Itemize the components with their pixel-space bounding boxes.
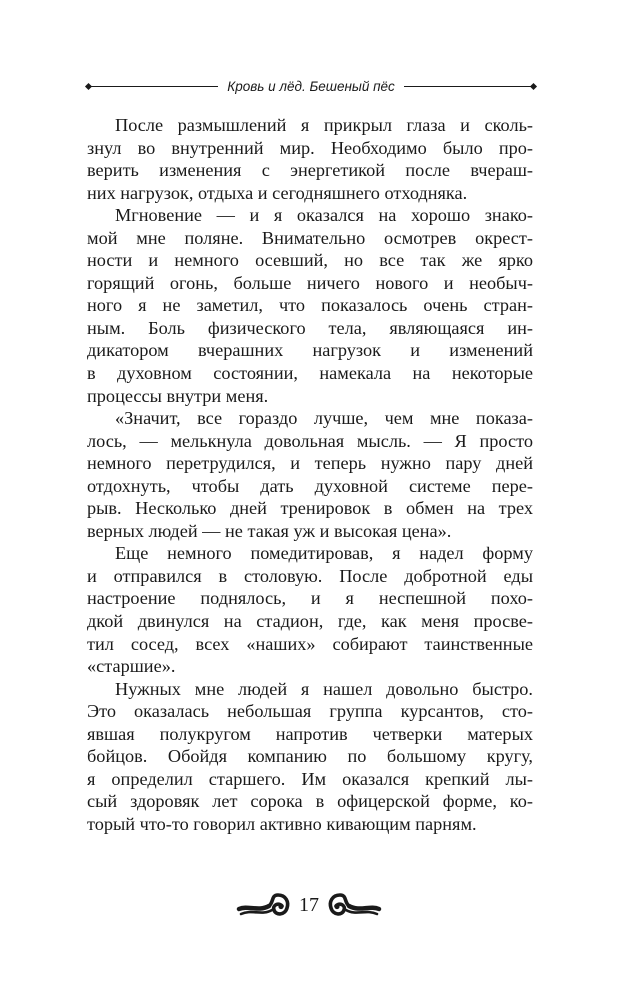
text-line: них нагрузок, отдыха и сегодняшнего отходняка. (87, 182, 468, 203)
text-line: ного я не заметил, что показалось очень стран- (87, 295, 533, 316)
page-number: 17 (299, 893, 319, 916)
text-line: процессы внутри меня. (87, 385, 269, 406)
page-footer (0, 888, 618, 922)
text-line: торый что-то говорил активно кивающим парням. (87, 813, 477, 834)
text-line: отдохнуть, чтобы дать духовной системе пере- (87, 475, 533, 496)
text-line: мой мне поляне. Внимательно осмотрев окрест- (87, 227, 533, 248)
text-line: «старшие». (87, 656, 176, 677)
paragraph-first-line: После размышлений я прикрыл глаза и сколь- (115, 115, 533, 135)
text-line: ным. Боль физического тела, являющаяся ин- (87, 317, 533, 338)
text-line: ности и немного осевший, но все так же ярко (87, 250, 533, 271)
text-line: тил сосед, всех «наших» собирают таинственные (87, 633, 533, 654)
text-line: рыв. Несколько дней тренировок в обмен на трех (87, 498, 533, 519)
text-line: явшая полукругом напротив четверки матерых (87, 723, 533, 744)
text-line: немного перетрудился, и теперь нужно пару дней (87, 453, 533, 474)
running-head-rule-right (404, 86, 534, 87)
text-line: настроение поднялось, и я неспешной похо- (87, 588, 533, 609)
text-line: и отправился в столовую. После добротной еды (87, 565, 533, 586)
text-line: лось, — мелькнула довольная мысль. — Я просто (87, 430, 533, 451)
text-line: верить изменения с энергетикой после вчераш- (87, 160, 533, 181)
text-line: верных людей — не такая уж и высокая цена». (87, 520, 452, 541)
text-line: Это оказалась небольшая группа курсантов, сто- (87, 701, 533, 722)
text-line: бойцов. Обойдя компанию по большому кругу, (87, 746, 533, 767)
text-line: дкой двинулся на стадион, где, как меня просве- (87, 611, 533, 632)
text-line: знул во внутренний мир. Необходимо было про- (87, 137, 533, 158)
scroll-ornament-right-icon (326, 890, 382, 920)
paragraph-first-line: Еще немного помедитировав, я надел форму (115, 543, 533, 564)
paragraph-first-line: «Значит, все гораздо лучше, чем мне показа- (115, 408, 533, 429)
body-text (87, 114, 533, 836)
paragraph-first-line: Нужных мне людей я нашел довольно быстро. (115, 678, 533, 699)
scroll-ornament-left-icon (236, 890, 292, 920)
paragraph-first-line: Мгновение — и я оказался на хорошо знако- (115, 205, 533, 226)
text-line: я определил старшего. Им оказался крепкий лы- (87, 768, 533, 789)
running-head-title: Кровь и лёд. Бешеный пёс (227, 78, 395, 94)
running-head (88, 76, 534, 96)
text-line: в духовном состоянии, намекала на некоторые (87, 363, 533, 384)
text-line: дикатором вчерашних нагрузок и изменений (87, 340, 533, 361)
text-line: сый здоровяк лет сорока в офицерской форме, ко- (87, 791, 533, 812)
running-head-rule-left (88, 86, 218, 87)
text-line: горящий огонь, больше ничего нового и необыч- (87, 272, 533, 293)
